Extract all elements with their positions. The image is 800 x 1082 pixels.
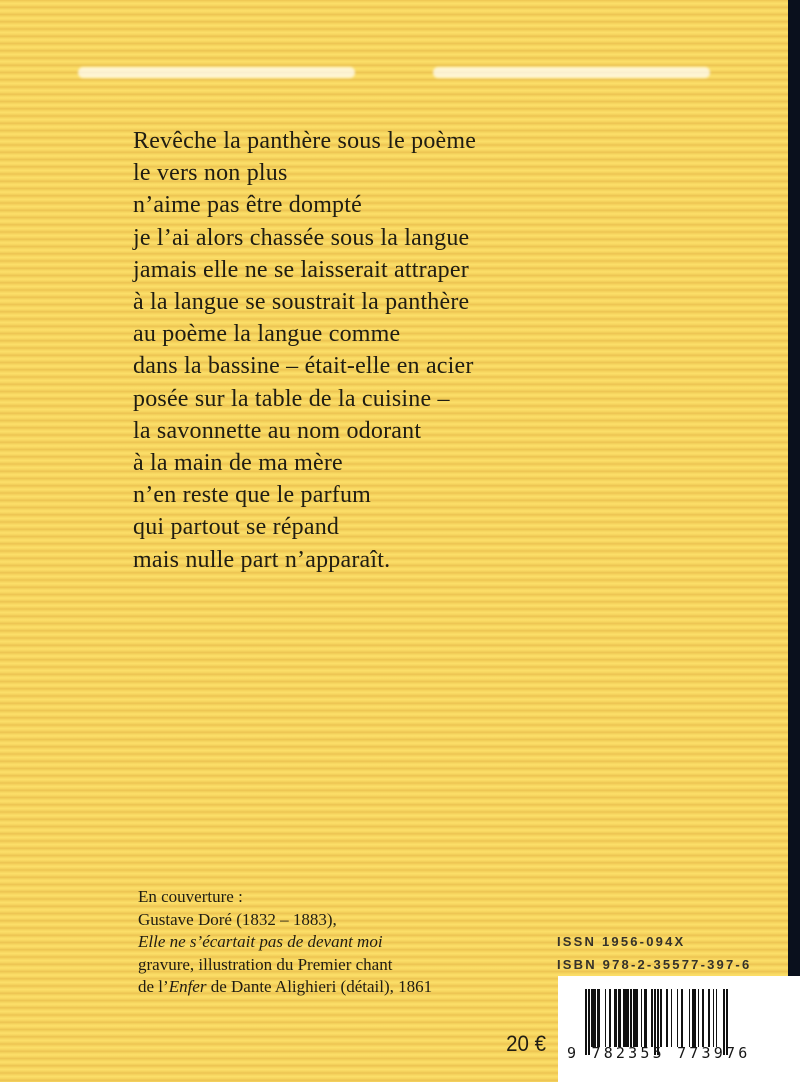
cover-credits-block (138, 886, 432, 999)
cover-credit-source (138, 976, 432, 999)
poem-line: à la langue se soustrait la panthère (133, 289, 470, 316)
whited-out-title-bar-right (433, 67, 710, 78)
cover-credit-source-work: Enfer (168, 977, 207, 997)
barcode-number: 9 782355 773976 (567, 1044, 751, 1062)
poem-line: je l’ai alors chassée sous la langue (133, 224, 470, 251)
spine-strip (788, 0, 800, 976)
cover-credit-medium: gravure, illustration du Premier chant (138, 954, 393, 974)
cover-credit-label: En couverture : (138, 887, 243, 906)
poem-line: posée sur la table de la cuisine – (133, 385, 450, 412)
issn-isbn-block (557, 930, 751, 976)
poem-line: le vers non plus (133, 160, 288, 187)
poem-line: n’aime pas être dompté (133, 192, 362, 219)
poem-line: à la main de ma mère (133, 450, 343, 477)
cover-credit-source-prefix: de l’ (138, 977, 169, 997)
poem-line: jamais elle ne se laisserait attraper (133, 256, 469, 283)
issn-line: ISSN 1956-094X (557, 934, 686, 949)
cover-credit-work-title: Elle ne s’écartait pas de devant moi (138, 932, 383, 952)
whited-out-title-bar-left (78, 67, 355, 78)
poem-line: Revêche la panthère sous le poème (133, 128, 477, 154)
isbn-line: ISBN 978-2-35577-397-6 (557, 957, 752, 972)
price-label: 20 € (506, 1031, 546, 1056)
poem-line: dans la bassine – était-elle en acier (133, 353, 474, 380)
poem-line: la savonnette au nom odorant (133, 417, 422, 444)
poem-line: n’en reste que le parfum (133, 482, 372, 509)
barcode-panel (558, 976, 800, 1082)
cover-credit-source-suffix: de Dante Alighieri (détail), 1861 (206, 977, 433, 997)
cover-credit-artist: Gustave Doré (1832 – 1883), (138, 909, 337, 929)
poem-line: qui partout se répand (133, 514, 340, 541)
poem-block (133, 125, 476, 576)
poem-line: au poème la langue comme (133, 321, 401, 348)
poem-line: mais nulle part n’apparaît. (133, 546, 391, 573)
